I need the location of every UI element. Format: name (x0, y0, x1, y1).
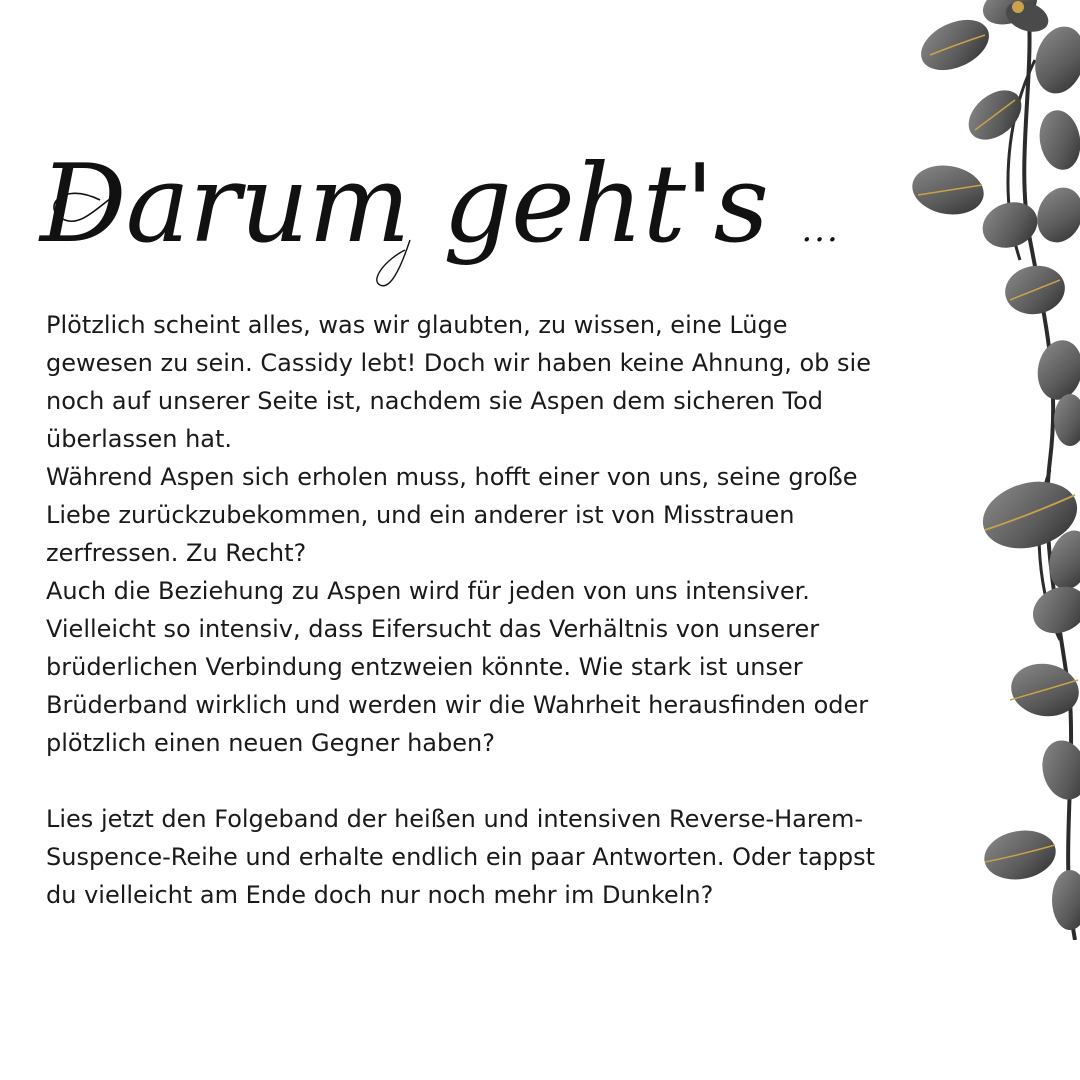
paragraph: Während Aspen sich erholen muss, hofft einer von uns, seine große Liebe zurückzubekommen, und ein anderer ist von Misstrauen zerfressen. Zu Recht? (46, 463, 858, 567)
title-script-text (40, 140, 840, 295)
paragraph: Plötzlich scheint alles, was wir glaubten, zu wissen, eine Lüge gewesen zu sein. Cassidy lebt! Doch wir haben keine Ahnung, ob sie noch auf unserer Seite ist, nachdem sie Aspen dem sicheren Tod überlassen hat. (46, 311, 871, 453)
description-text (46, 306, 876, 914)
paragraph: Lies jetzt den Folgeband der heißen und intensiven Reverse-Harem-Suspence-Reihe und erhalte endlich ein paar Antworten. Oder tappst du vielleicht am Ende doch nur noch mehr im Dunkeln? (46, 805, 876, 909)
eucalyptus-vine-icon (910, 0, 1080, 940)
paragraph: Auch die Beziehung zu Aspen wird für jeden von uns intensiver. Vielleicht so intensiv, dass Eifersucht das Verhältnis von unserer brüderlichen Verbindung entzweien könnte. Wie stark ist unser Brüderband wirklich und werden wir die Wahrheit herausfinden oder plötzlich einen neuen Gegner haben? (46, 577, 869, 757)
page-title (40, 140, 840, 290)
title-ellipsis: ... (801, 210, 840, 250)
title-text: Darum geht's (40, 142, 769, 267)
